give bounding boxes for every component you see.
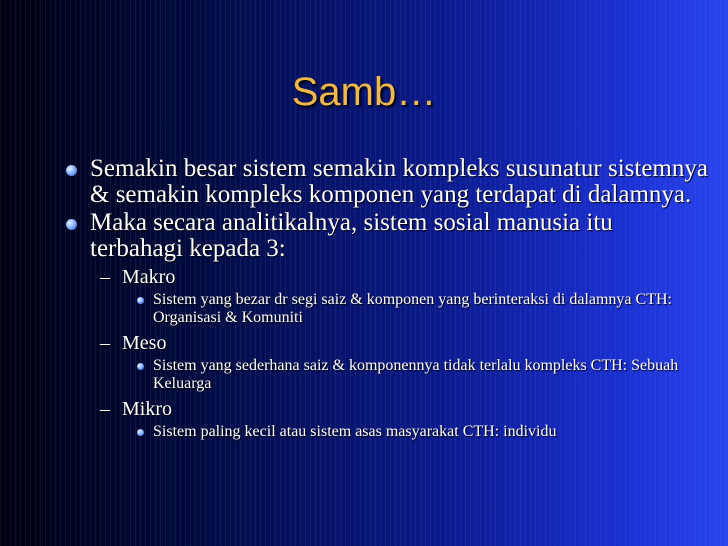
detail-item: [0, 423, 728, 441]
detail-text: Sistem yang sederhana saiz & komponennya tidak terlalu kompleks CTH: Sebuah Keluarga: [153, 357, 679, 392]
bullet-text: Semakin besar sistem semakin kompleks susunatur sistemnya & semakin kompleks komponen yang terdapat di dalamnya.: [90, 155, 708, 208]
sub-item-makro: [0, 265, 728, 289]
detail-item: [0, 357, 728, 393]
bullet-dot-icon: [137, 363, 144, 370]
bullet-item: [0, 210, 728, 262]
sub-item-meso: [0, 331, 728, 355]
bullet-dot-icon: [66, 165, 77, 176]
dash-icon: –: [100, 398, 110, 420]
detail-text: Sistem yang bezar dr segi saiz & komponen yang berinteraksi di dalamnya CTH: Organisasi & Komuniti: [153, 291, 672, 326]
sub-item-label: Meso: [122, 332, 167, 354]
sub-item-label: Makro: [122, 266, 176, 288]
dash-icon: –: [100, 332, 110, 354]
slide-content: [0, 156, 728, 445]
slide-title: Samb…: [291, 70, 437, 114]
bullet-dot-icon: [137, 297, 144, 304]
bullet-dot-icon: [66, 219, 77, 230]
sub-item-mikro: [0, 397, 728, 421]
bullet-dot-icon: [137, 429, 144, 436]
bullet-item: [0, 156, 728, 208]
detail-text: Sistem paling kecil atau sistem asas masyarakat CTH: individu: [153, 423, 557, 440]
detail-item: [0, 291, 728, 327]
bullet-text: Maka secara analitikalnya, sistem sosial manusia itu terbahagi kepada 3:: [90, 209, 613, 262]
sub-item-label: Mikro: [122, 398, 172, 420]
dash-icon: –: [100, 266, 110, 288]
